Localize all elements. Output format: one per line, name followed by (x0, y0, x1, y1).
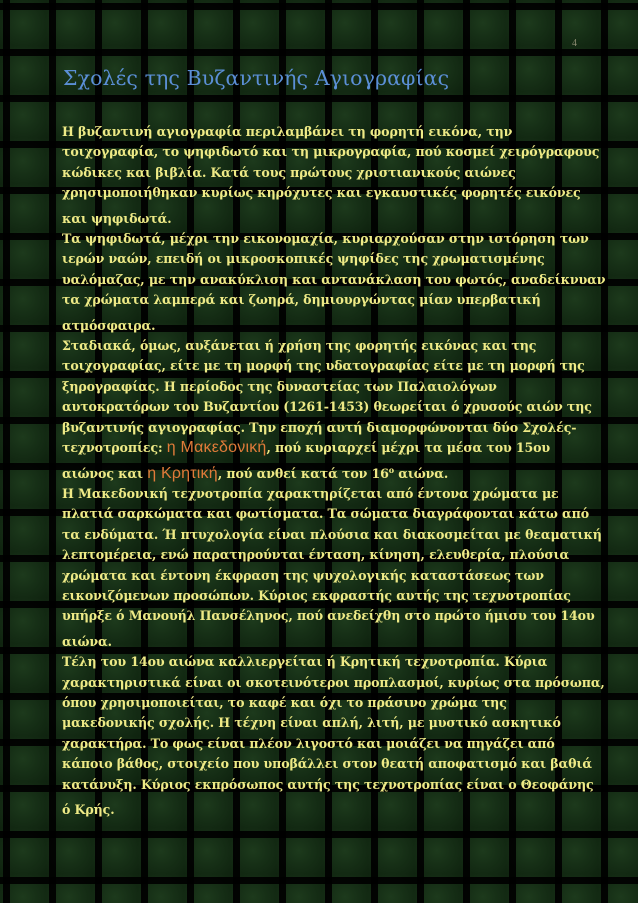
text-line: μακεδονικής σχολής. Η τέχνη είναι απλή, λιτή, με μυστικό ασκητικό (62, 715, 561, 731)
paragraph-1 (62, 122, 600, 229)
text-line: εικονιζόμενων προσώπων. Κύριος εκφραστής αυτής της τεχνοτροπίας (62, 587, 571, 603)
text-line: όπου χρησιμοποιείται, το καφέ και όχι το πράσινο χρώμα της (62, 694, 507, 710)
text-line: κάποιο βάθος, στοιχείο που υποβάλλει στον θεατή αποφατισμό και βαθιά (62, 756, 592, 772)
text-line: λεπτομέρεια, ενώ παρατηρούνται ένταση, κίνηση, ελευθερία, πλούσια (62, 547, 570, 563)
text-segment: αιώνα. (394, 465, 449, 481)
page-title: Σχολές της Βυζαντινής Αγιογραφίας (63, 66, 450, 90)
text-line: πλατιά σαρκώματα και φωτίσματα. Τα σώματα διαγράφονται κάτω από (62, 506, 589, 522)
text-line: χαρακτήρα. Το φως είναι πλέον λιγοστό και μοιάζει να πηγάζει από (62, 735, 555, 751)
text-line: χρώματα και έντονη έκφραση της ψυχολογικής καταστάσεως των (62, 567, 544, 583)
text-segment: , πού κυριαρχεί μέχρι τα μέσα του 15ου (266, 440, 551, 456)
text-line: Σταδιακά, όμως, αυξάνεται ή χρήση της φορητής εικόνας και της (62, 338, 537, 354)
paragraph-4 (62, 484, 602, 652)
text-segment: , πού ανθεί κατά τον 16 (217, 465, 389, 481)
paragraph-5 (62, 652, 605, 820)
text-line: Τέλη του 14ου αιώνα καλλιεργείται ή Κρητική τεχνοτροπία. Κύρια (62, 654, 548, 670)
text-line: βυζαντινής αγιογραφίας. Την εποχή αυτή διαμορφώνονται δύο Σχολές- (62, 419, 577, 435)
text-line: ατμόσφαιρα. (62, 317, 156, 333)
text-segment: τεχνοτροπίες: (62, 440, 163, 456)
text-line: αυτοκρατόρων του Βυζαντίου (1261-1453) θεωρείται ό χρυσούς αιών της (62, 399, 592, 415)
article-body (62, 122, 606, 820)
text-line: ξηρογραφίας. Η περίοδος της δυναστείας των Παλαιολόγων (62, 378, 497, 394)
text-line: υαλόμαζας, με την ανακύκλιση και αντανάκλαση του φωτός, αναδείκνυαν (62, 271, 606, 287)
paragraph-2 (62, 229, 606, 336)
text-line: χρησιμοποιήθηκαν κυρίως κηρόχυτες και εγκαυστικές φορητές εικόνες (62, 185, 581, 201)
text-line: ιερών ναών, επειδή οι μικροσκοπικές ψηφίδες της χρωματισμένης (62, 251, 545, 267)
text-line: Τα ψηφιδωτά, μέχρι την εικονομαχία, κυριαρχούσαν στην ιστόρηση των (62, 231, 589, 247)
text-segment: αιώνος και (62, 465, 143, 481)
superscript: ο (388, 464, 394, 475)
text-line (62, 464, 584, 484)
text-line: ό Κρής. (62, 802, 115, 817)
text-line (62, 438, 584, 458)
text-line: κατάνυξη. Κύριος εκπρόσωπος αυτής της τεχνοτροπίας είναι ο Θεοφάνης (62, 776, 594, 792)
paragraph-3 (62, 336, 592, 484)
text-line: υπήρξε ό Μανουήλ Πανσέληνος, πού ανεδείχθη στο πρώτο ήμισυ του 14ου (62, 608, 595, 624)
text-line: τοιχογραφίας, είτε με τη μορφή της υδατογραφίας είτε με τη μορφή της (62, 358, 585, 374)
text-line: χαρακτηριστικά είναι οι σκοτεινότεροι προπλασμοί, κυρίως στα πρόσωπα, (62, 674, 605, 690)
text-line: Η βυζαντινή αγιογραφία περιλαμβάνει τη φορητή εικόνα, την (62, 124, 513, 139)
highlight-macedonian-school: η Μακεδονική (166, 439, 267, 457)
text-line: τα ενδύματα. Ή πτυχολογία είναι πλούσια και διακοσμείται με θεαματική (62, 526, 602, 542)
text-line: τα χρώματα λαμπερά και ζωηρά, δημιουργώντας μίαν υπερβατική (62, 292, 541, 308)
text-line: αιώνα. (62, 633, 112, 649)
highlight-cretan-school: η Κρητική (147, 464, 218, 482)
text-line: και ψηφιδωτά. (62, 210, 172, 226)
text-line: τοιχογραφία, το ψηφιδωτό και τη μικρογραφία, πού κοσμεί χειρόγραφους (62, 144, 600, 160)
page-number: 4 (572, 38, 577, 49)
text-line: κώδικες και βιβλία. Κατά τους πρώτους χριστιανικούς αιώνες (62, 164, 516, 180)
text-line: Η Μακεδονική τεχνοτροπία χαρακτηρίζεται από έντονα χρώματα με (62, 485, 559, 501)
